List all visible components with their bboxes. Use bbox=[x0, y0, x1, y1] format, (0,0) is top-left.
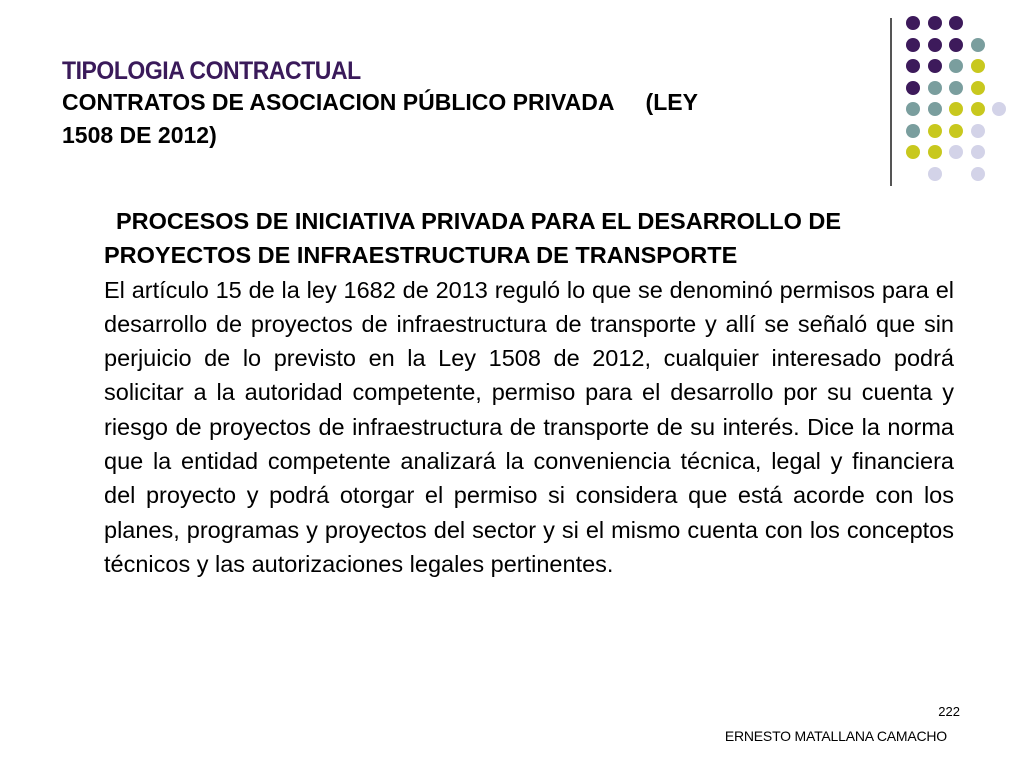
decorative-dot bbox=[971, 81, 985, 95]
decorative-dot bbox=[906, 124, 920, 138]
decorative-dot bbox=[971, 124, 985, 138]
decorative-dot bbox=[949, 102, 963, 116]
decorative-dot bbox=[928, 38, 942, 52]
body-paragraph: El artículo 15 de la ley 1682 de 2013 reguló lo que se denominó permisos para el desarrollo de proyectos de infraestructura de transporte y allí se señaló que sin perjuicio de lo previsto en la Ley 1508 de 2012, cualquier interesado podrá solicitar a la autoridad competente, permiso para el desarrollo por su cuenta y riesgo de proyectos de infraestructura de transporte de su interés. Dice la norma que la entidad competente analizará la conveniencia técnica, legal y financiera del proyecto y podrá otorgar el permiso si considera que está acorde con los planes, programas y proyectos del sector y si el mismo cuenta con los conceptos técnicos y las autorizaciones legales pertinentes. bbox=[104, 276, 954, 577]
decorative-dot bbox=[928, 145, 942, 159]
decorative-dot bbox=[949, 59, 963, 73]
decorative-dot bbox=[906, 16, 920, 30]
decorative-dot bbox=[949, 145, 963, 159]
decorative-dot bbox=[971, 59, 985, 73]
decorative-dot bbox=[971, 38, 985, 52]
decorative-dot bbox=[949, 124, 963, 138]
decorative-dot bbox=[992, 102, 1006, 116]
decorative-dot-grid bbox=[0, 0, 1024, 200]
slide-subtitle-line-1: CONTRATOS DE ASOCIACION PÚBLICO PRIVADA (LEY bbox=[62, 89, 698, 115]
decorative-dot bbox=[928, 102, 942, 116]
decorative-dot bbox=[906, 145, 920, 159]
decorative-dot bbox=[949, 16, 963, 30]
decorative-dot bbox=[928, 16, 942, 30]
page-number: 222 bbox=[938, 704, 960, 719]
decorative-dot bbox=[971, 145, 985, 159]
decorative-dot bbox=[928, 59, 942, 73]
decorative-dot bbox=[949, 81, 963, 95]
decorative-dot bbox=[906, 102, 920, 116]
slide-subtitle-line-2: 1508 DE 2012) bbox=[62, 122, 217, 148]
decorative-dot bbox=[928, 81, 942, 95]
decorative-dot bbox=[971, 102, 985, 116]
decorative-dot bbox=[971, 167, 985, 181]
decorative-dot bbox=[906, 81, 920, 95]
decorative-dot bbox=[928, 124, 942, 138]
decorative-dot bbox=[949, 38, 963, 52]
body-content bbox=[104, 204, 954, 581]
decorative-dot bbox=[906, 59, 920, 73]
decorative-dot bbox=[906, 38, 920, 52]
decorative-dot bbox=[928, 167, 942, 181]
section-heading: PROCESOS DE INICIATIVA PRIVADA PARA EL DESARROLLO DE PROYECTOS DE INFRAESTRUCTURA DE TRANSPORTE bbox=[104, 208, 842, 269]
author-footer: ERNESTO MATALLANA CAMACHO bbox=[724, 728, 947, 744]
slide-title: TIPOLOGIA CONTRACTUAL bbox=[62, 57, 361, 85]
